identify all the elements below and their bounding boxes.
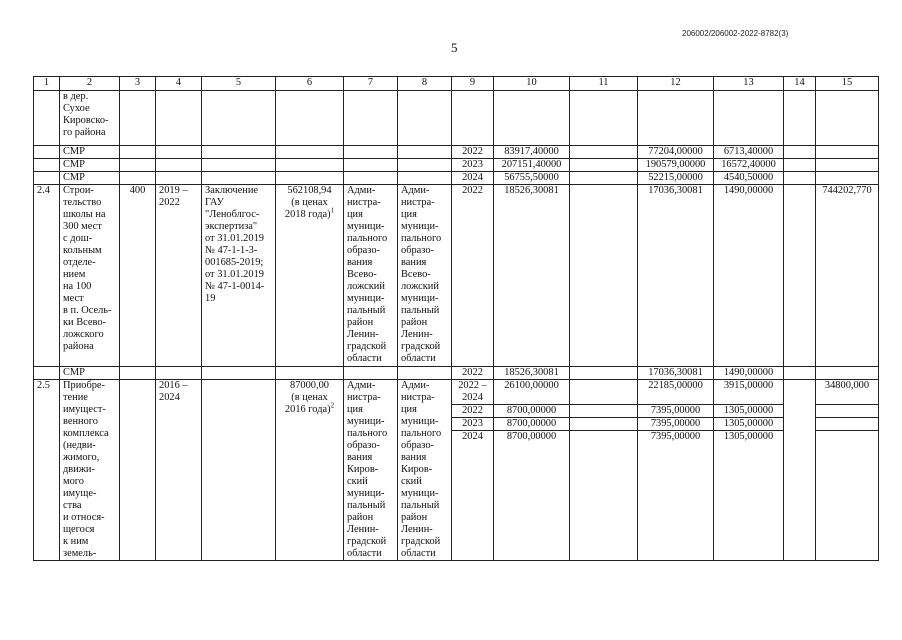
cost-cell xyxy=(276,185,344,367)
column-header: 4 xyxy=(156,77,202,91)
value-cell: 26100,00000 xyxy=(494,380,570,405)
year-cell: 2024 xyxy=(452,431,494,561)
table-row xyxy=(34,159,879,172)
table-row xyxy=(34,380,879,405)
footnote-mark: 1 xyxy=(330,206,335,215)
value-cell: 17036,30081 xyxy=(638,367,714,380)
table-header xyxy=(34,77,879,91)
table-row xyxy=(34,146,879,159)
customer-cell: Адми- нистра- ция муници- пального образо- вания Всево- ложский муници- пальный район Ленин- градской области xyxy=(344,185,398,367)
value-cell: 1490,00000 xyxy=(714,185,784,367)
table-row xyxy=(34,367,879,380)
period-cell: 2016 – 2024 xyxy=(156,380,202,561)
column-header: 10 xyxy=(494,77,570,91)
value-cell: 8700,00000 xyxy=(494,431,570,561)
value-cell: 17036,30081 xyxy=(638,185,714,367)
year-cell: 2023 xyxy=(452,418,494,431)
column-header: 9 xyxy=(452,77,494,91)
value-cell: 8700,00000 xyxy=(494,418,570,431)
year-cell: 2022 – 2024 xyxy=(452,380,494,405)
work-type: СМР xyxy=(60,172,120,185)
capacity-cell: 400 xyxy=(120,185,156,367)
value-cell: 4540,50000 xyxy=(714,172,784,185)
object-name: в дер. Сухое Кировско- го района xyxy=(60,91,120,146)
cost-text: 87000,00 (в ценах 2016 года) xyxy=(284,380,331,415)
period-cell: 2019 – 2022 xyxy=(156,185,202,367)
object-name: Приобре- тение имущест- венного комплекса (недви- жимого, движи- мого имуще- ства и относя- щегося к ним земель- xyxy=(60,380,120,561)
value-cell: 1305,00000 xyxy=(714,431,784,561)
expertise-cell: Заключение ГАУ "Леноблгос- экспертиза" от 31.01.2019 № 47-1-1-3- 001685-2019; от 31.01.2019 № 47-1-0014- 19 xyxy=(202,185,276,367)
work-type: СМР xyxy=(60,367,120,380)
table-row xyxy=(34,185,879,367)
item-number: 2.5 xyxy=(34,380,60,561)
page-number: 5 xyxy=(451,40,458,55)
year-cell: 2022 xyxy=(452,405,494,418)
value-cell: 7395,00000 xyxy=(638,431,714,561)
developer-cell: Адми- нистра- ция муници- пального образо- вания Киров- ский муници- пальный район Ленин- градской области xyxy=(398,380,452,561)
work-type: СМР xyxy=(60,159,120,172)
developer-cell: Адми- нистра- ция муници- пального образо- вания Всево- ложский муници- пальный район Ленин- градской области xyxy=(398,185,452,367)
value-cell: 7395,00000 xyxy=(638,405,714,418)
value-cell: 18526,30081 xyxy=(494,185,570,367)
column-header: 1 xyxy=(34,77,60,91)
year-cell: 2023 xyxy=(452,159,494,172)
year-cell: 2022 xyxy=(452,185,494,367)
table-row xyxy=(34,172,879,185)
year-cell: 2024 xyxy=(452,172,494,185)
column-header: 11 xyxy=(570,77,638,91)
column-header: 6 xyxy=(276,77,344,91)
cost-text: 562108,94 (в ценах 2018 года) xyxy=(284,185,332,220)
value-cell: 18526,30081 xyxy=(494,367,570,380)
year-cell: 2022 xyxy=(452,146,494,159)
column-header: 3 xyxy=(120,77,156,91)
value-cell: 3915,00000 xyxy=(714,380,784,405)
column-header: 7 xyxy=(344,77,398,91)
table-row xyxy=(34,91,879,146)
column-header: 12 xyxy=(638,77,714,91)
value-cell: 190579,00000 xyxy=(638,159,714,172)
value-cell: 8700,00000 xyxy=(494,405,570,418)
item-number: 2.4 xyxy=(34,185,60,367)
column-header: 15 xyxy=(816,77,879,91)
object-name: Строи- тельство школы на 300 мест с дош- кольным отделе- нием на 100 мест в п. Осель- ки Всево- ложского района xyxy=(60,185,120,367)
value-cell: 7395,00000 xyxy=(638,418,714,431)
value-cell: 207151,40000 xyxy=(494,159,570,172)
value-cell: 52215,00000 xyxy=(638,172,714,185)
cost-cell xyxy=(276,380,344,561)
column-header: 14 xyxy=(784,77,816,91)
footnote-mark: 2 xyxy=(330,401,335,410)
value-cell: 1490,00000 xyxy=(714,367,784,380)
column-header: 13 xyxy=(714,77,784,91)
construction-objects-table xyxy=(33,76,879,561)
value-cell: 22185,00000 xyxy=(638,380,714,405)
value-cell: 1305,00000 xyxy=(714,405,784,418)
customer-cell: Адми- нистра- ция муници- пального образо- вания Киров- ский муници- пальный район Ленин- градской области xyxy=(344,380,398,561)
value-cell: 16572,40000 xyxy=(714,159,784,172)
value-cell: 744202,770 xyxy=(816,185,879,367)
column-header: 8 xyxy=(398,77,452,91)
year-cell: 2022 xyxy=(452,367,494,380)
value-cell: 77204,00000 xyxy=(638,146,714,159)
value-cell: 34800,000 xyxy=(816,380,879,405)
value-cell: 83917,40000 xyxy=(494,146,570,159)
column-header: 2 xyxy=(60,77,120,91)
value-cell: 56755,50000 xyxy=(494,172,570,185)
document-id: 206002/206002-2022-8782(3) xyxy=(682,29,789,38)
work-type: СМР xyxy=(60,146,120,159)
value-cell: 1305,00000 xyxy=(714,418,784,431)
column-header: 5 xyxy=(202,77,276,91)
value-cell: 6713,40000 xyxy=(714,146,784,159)
